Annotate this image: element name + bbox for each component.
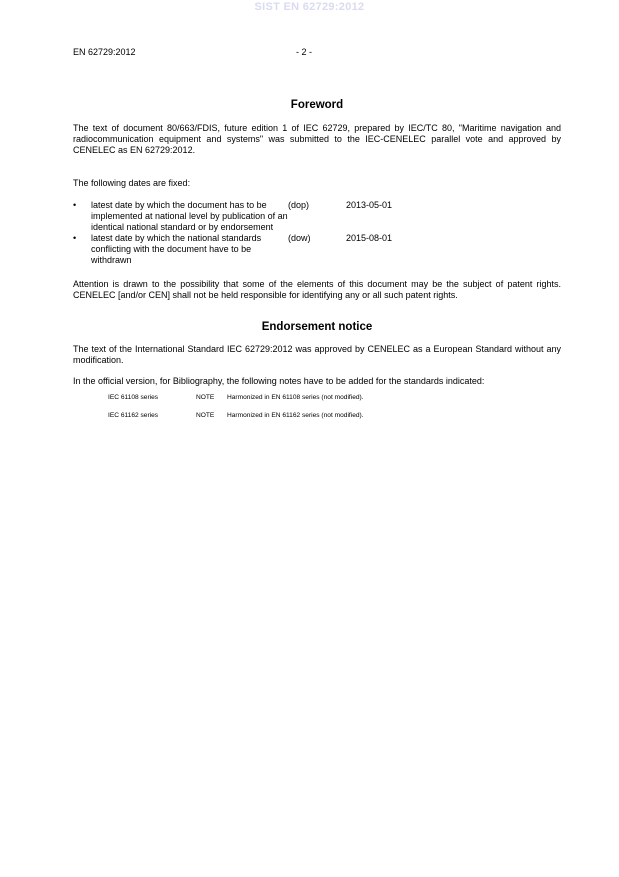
foreword-heading: Foreword [290,99,344,111]
note-standard: IEC 61162 series [108,412,159,419]
date-description: latest date by which the document has to be implemented at national level by publication of an identical national standard or by endorsement [91,200,288,232]
bullet-icon: • [73,200,77,210]
note-row [108,412,561,420]
date-abbreviation: (dop) [288,200,310,210]
patent-attention-paragraph: Attention is drawn to the possibility that some of the elements of this document may be the subject of patent rights. CENELEC [and/or CEN] shall not be held responsible for identifying any or all such patent rights. [73,279,561,300]
header-page-number: - 2 - [296,47,313,57]
watermark: SIST EN 62729:2012 [254,1,365,13]
note-text: Harmonized in EN 61162 series (not modified). [227,412,364,419]
official-version-paragraph: In the official version, for Bibliography, the following notes have to be added for the standards indicated: [73,376,485,386]
date-row-dop [73,200,561,233]
date-row-dow [73,233,561,266]
note-text: Harmonized in EN 61108 series (not modified). [227,394,364,401]
endorsement-paragraph: The text of the International Standard IEC 62729:2012 was approved by CENELEC as a European Standard without any modification. [73,344,561,365]
note-label: NOTE [196,412,215,419]
dates-list [73,200,561,266]
bullet-icon: • [73,233,77,243]
endorsement-heading: Endorsement notice [261,321,373,333]
main-content [73,98,561,430]
dates-intro: The following dates are fixed: [73,178,191,188]
foreword-paragraph: The text of document 80/663/FDIS, future edition 1 of IEC 62729, prepared by IEC/TC 80, "Maritime navigation and radiocommunication equipment and systems" was submitted to the IEC-CENELEC parallel vote and approved by CENELEC as EN 62729:2012. [73,123,561,155]
header-document-id: EN 62729:2012 [73,47,136,57]
date-description: latest date by which the national standards conflicting with the document have to be withdrawn [91,233,262,265]
note-row [108,394,561,402]
date-abbreviation: (dow) [288,233,311,243]
bibliography-notes [108,394,561,420]
note-standard: IEC 61108 series [108,394,159,401]
note-label: NOTE [196,394,215,401]
running-header [73,47,561,61]
date-value: 2015-08-01 [346,233,393,243]
date-value: 2013-05-01 [346,200,393,210]
